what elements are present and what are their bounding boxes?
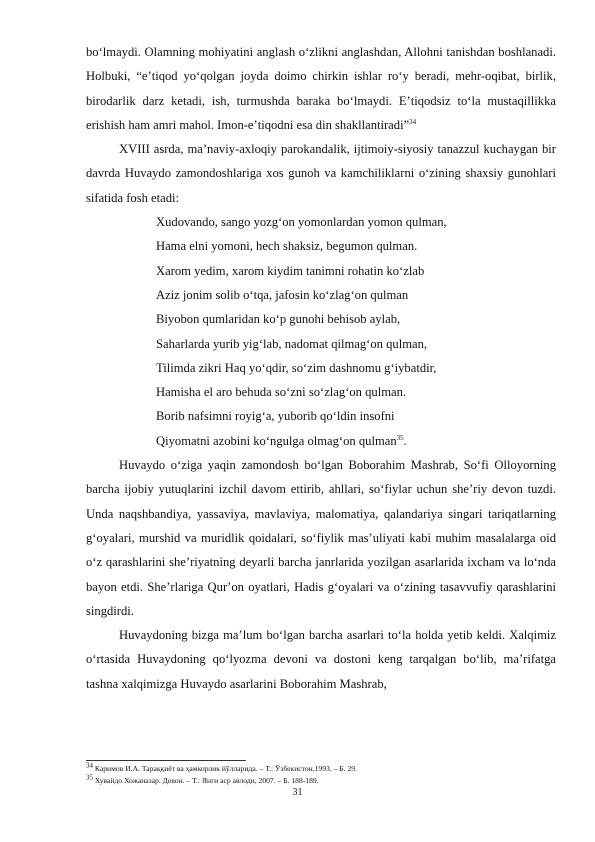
- footnote-text: Каримов И.А. Тараққиёт ва ҳамкорлик йўлларида. – Т.: Ўзбекистон,1993. – Б. 29.: [94, 764, 357, 773]
- poem-verse: [86, 210, 556, 453]
- footnote-divider: [86, 760, 246, 761]
- verse-line-last: Qiyomatni azobini koʻngulga olmagʻon qulman$^{35}$.: [156, 433, 407, 448]
- page-body: [86, 40, 556, 696]
- verse-line: Xarom yedim, xarom kiydim tanimni rohatin koʻzlab: [156, 263, 425, 278]
- paragraph-3: Huvaydo oʻziga yaqin zamondosh boʻlgan Boborahim Mashrab, Soʻfi Olloyorning barcha ijobiy yutuqlarini izchil davom ettirib, ahllari, soʻfiylar uchun sheʼriy devon tuzdi. Unda naqshbandiya, yassaviya, mavlaviya, malomatiya, qalandariya singari tariqatlarning gʻoyalari, murshid va muridlik qoidalari, soʻfiylik masʼuliyati kabi muhim masalalarga oid oʻz qarashlarini sheʼriyatning deyarli barcha janrlarida yozilgan asarlarida ixcham va loʻnda bayon etdi. Sheʼrlariga Qurʼon oyatlari, Hadis gʻoyalari va oʻzining tasavvufiy qarashlarini singdirdi.: [86, 458, 556, 618]
- verse-line: Hamisha el aro behuda soʻzni soʻzlagʻon qulman.: [156, 385, 407, 400]
- verse-line: Aziz jonim solib oʻtqa, jafosin koʻzlagʻon qulman: [156, 287, 409, 302]
- verse-line-text: Qiyomatni azobini koʻngulga olmagʻon qulman: [156, 433, 397, 448]
- footnote-ref-35[interactable]: 35: [396, 433, 404, 442]
- verse-line: Saharlarda yurib yigʻlab, nadomat qilmagʻon qulman,: [156, 336, 428, 351]
- footnote-text: Хувайдо Хожаназар. Девон. – Т.: Янги аср авлоди, 2007. – Б. 188-189.: [94, 775, 319, 785]
- paragraph-1: [86, 40, 556, 137]
- verse-line: Borib nafsimni royigʻa, yuborib qoʻldin insofni: [156, 409, 395, 424]
- verse-line: Tilimda zikri Haq yoʻqdir, soʻzim dashnomu gʻiybatdir,: [156, 360, 437, 375]
- verse-line: Xudovando, sango yozgʻon yomonlardan yomon qulman,: [156, 215, 447, 230]
- footnotes: [86, 763, 556, 786]
- footnote-35: [86, 772, 556, 787]
- page-number: 31: [292, 787, 303, 798]
- verse-line: Hama elni yomoni, hech shaksiz, begumon qulman.: [156, 239, 418, 254]
- footnote-34: [86, 763, 556, 775]
- verse-line: Biyobon qumlaridan koʻp gunohi behisob aylab,: [156, 312, 401, 327]
- footnote-ref-34[interactable]: 34: [409, 117, 417, 126]
- paragraph-2: XVIII asrda, maʼnaviy-axloqiy parokandalik, ijtimoiy-siyosiy tanazzul kuchaygan bir davrda Huvaydo zamondoshlariga xos gunoh va kamchiliklarni oʻzining shaxsiy gunohlari sifatida fosh etadi:: [86, 142, 556, 205]
- footnote-number: 35: [86, 772, 93, 781]
- footnote-number: 34: [86, 761, 93, 770]
- paragraph-4: Huvaydoning bizga maʼlum boʻlgan barcha asarlari toʻla holda yetib keldi. Xalqimiz oʻrtasida Huvaydoning qoʻlyozma devoni va dostoni keng tarqalgan boʻlib, maʼrifatga tashna xalqimizga Huvaydo asarlarini Boborahim Mashrab,: [86, 628, 556, 691]
- paragraph-1-text: boʻlmaydi. Olamning mohiyatini anglash oʻzlikni anglashdan, Allohni tanishdan boshlanadi. Holbuki, “eʼtiqod yoʻqolgan joyda doimo chirkin ishlar roʻy beradi, mehr-oqibat, birlik, birodarlik darz ketadi, ish, turmushda baraka boʻlmaydi. Eʼtiqodsiz toʻla mustaqillikka erishish ham amri mahol. Imon-eʼtiqodni esa din shakllantiradi”: [86, 45, 556, 132]
